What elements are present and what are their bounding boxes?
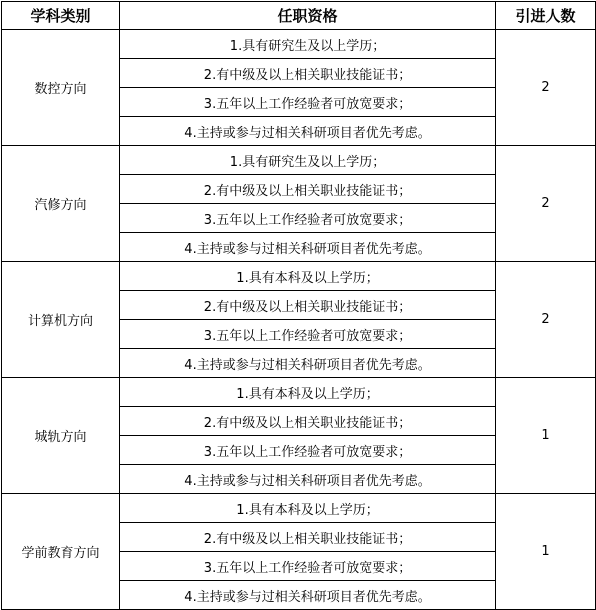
qualification-cell: 4.主持或参与过相关科研项目者优先考虑。 (120, 117, 496, 146)
header-category: 学科类别 (2, 2, 120, 30)
header-count: 引进人数 (496, 2, 596, 30)
qualification-cell: 2.有中级及以上相关职业技能证书； (120, 523, 496, 552)
qualification-cell: 2.有中级及以上相关职业技能证书； (120, 59, 496, 88)
qualification-cell: 4.主持或参与过相关科研项目者优先考虑。 (120, 233, 496, 262)
count-cell: 2 (496, 146, 596, 262)
qualification-cell: 4.主持或参与过相关科研项目者优先考虑。 (120, 581, 496, 610)
qualification-cell: 3.五年以上工作经验者可放宽要求； (120, 436, 496, 465)
count-cell: 1 (496, 378, 596, 494)
count-cell: 1 (496, 494, 596, 610)
count-cell: 2 (496, 262, 596, 378)
qualification-cell: 1.具有本科及以上学历； (120, 494, 496, 523)
qualification-cell: 2.有中级及以上相关职业技能证书； (120, 407, 496, 436)
qualification-cell: 1.具有本科及以上学历； (120, 262, 496, 291)
header-row (2, 2, 596, 30)
qualification-cell: 3.五年以上工作经验者可放宽要求； (120, 552, 496, 581)
qualification-cell: 2.有中级及以上相关职业技能证书； (120, 291, 496, 320)
recruitment-table (1, 1, 596, 610)
table-row (2, 262, 596, 291)
category-cell: 计算机方向 (2, 262, 120, 378)
qualification-cell: 1.具有本科及以上学历； (120, 378, 496, 407)
qualification-cell: 3.五年以上工作经验者可放宽要求； (120, 204, 496, 233)
qualification-cell: 4.主持或参与过相关科研项目者优先考虑。 (120, 349, 496, 378)
qualification-cell: 1.具有研究生及以上学历； (120, 146, 496, 175)
qualification-cell: 1.具有研究生及以上学历； (120, 30, 496, 59)
category-cell: 数控方向 (2, 30, 120, 146)
category-cell: 城轨方向 (2, 378, 120, 494)
qualification-cell: 3.五年以上工作经验者可放宽要求； (120, 320, 496, 349)
table-row (2, 494, 596, 523)
category-cell: 学前教育方向 (2, 494, 120, 610)
count-cell: 2 (496, 30, 596, 146)
table-row (2, 30, 596, 59)
qualification-cell: 3.五年以上工作经验者可放宽要求； (120, 88, 496, 117)
table-row (2, 146, 596, 175)
qualification-cell: 2.有中级及以上相关职业技能证书； (120, 175, 496, 204)
qualification-cell: 4.主持或参与过相关科研项目者优先考虑。 (120, 465, 496, 494)
header-qualifications: 任职资格 (120, 2, 496, 30)
category-cell: 汽修方向 (2, 146, 120, 262)
table-row (2, 378, 596, 407)
